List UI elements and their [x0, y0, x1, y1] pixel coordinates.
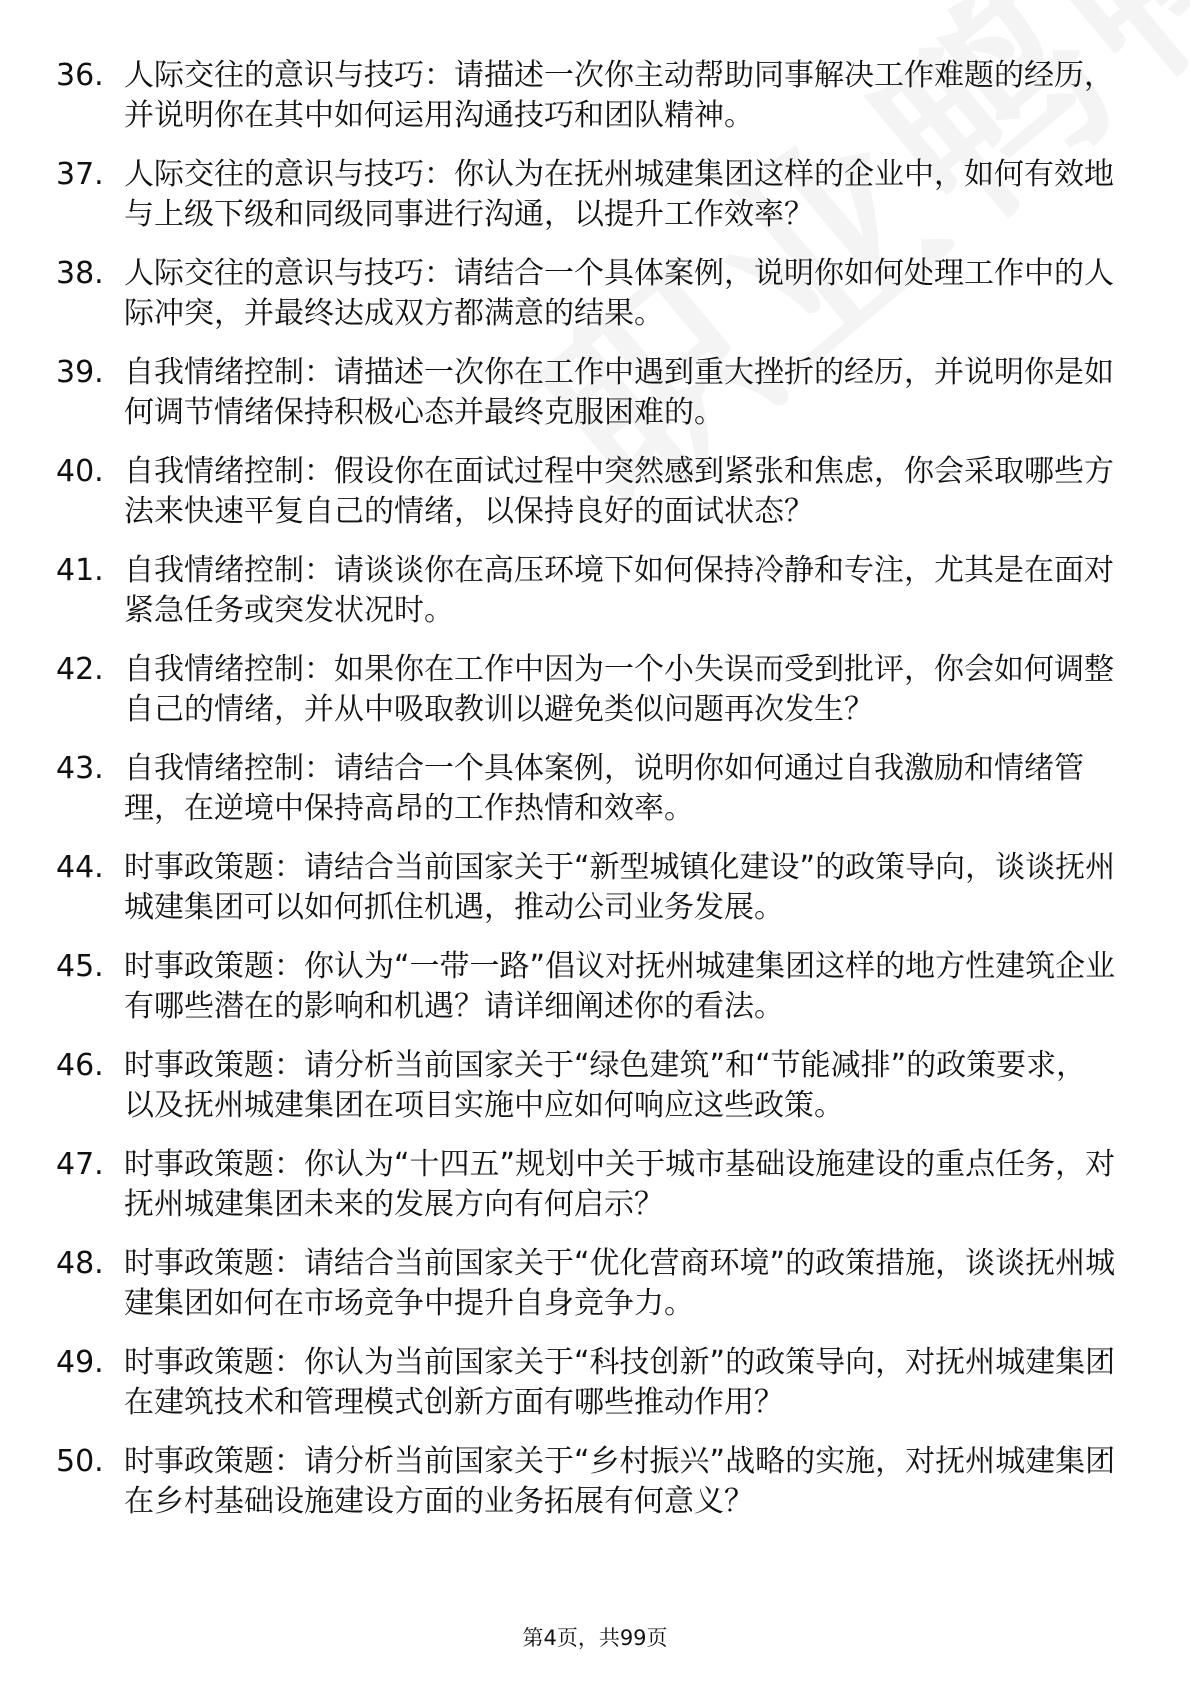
question-number: 47. — [56, 1147, 104, 1182]
question-item — [56, 353, 1116, 433]
question-text: 人际交往的意识与技巧：请描述一次你主动帮助同事解决工作难题的经历，并说明你在其中如何运用沟通技巧和团队精神。 — [124, 58, 1114, 133]
question-number: 50. — [56, 1444, 104, 1479]
question-item — [56, 452, 1116, 532]
question-item — [56, 650, 1116, 730]
question-text: 自我情绪控制：如果你在工作中因为一个小失误而受到批评，你会如何调整自己的情绪，并从中吸取教训以避免类似问题再次发生？ — [124, 652, 1114, 727]
question-number: 38. — [56, 256, 104, 291]
page-footer — [0, 1624, 1190, 1652]
question-text: 时事政策题：你认为“十四五”规划中关于城市基础设施建设的重点任务，对抚州城建集团未来的发展方向有何启示？ — [124, 1147, 1116, 1222]
question-text: 自我情绪控制：请描述一次你在工作中遇到重大挫折的经历，并说明你是如何调节情绪保持积极心态并最终克服困难的。 — [124, 355, 1114, 430]
question-item — [56, 551, 1116, 631]
question-number: 41. — [56, 553, 104, 588]
question-number: 36. — [56, 58, 104, 93]
question-number: 42. — [56, 652, 104, 687]
question-item — [56, 1145, 1116, 1225]
question-number: 44. — [56, 850, 104, 885]
question-text: 自我情绪控制：请结合一个具体案例，说明你如何通过自我激励和情绪管理，在逆境中保持高昂的工作热情和效率。 — [124, 751, 1084, 826]
question-item — [56, 947, 1116, 1027]
question-text: 时事政策题：你认为当前国家关于“科技创新”的政策导向，对抚州城建集团在建筑技术和管理模式创新方面有哪些推动作用？ — [124, 1345, 1116, 1420]
question-item — [56, 1244, 1116, 1324]
question-text: 自我情绪控制：假设你在面试过程中突然感到紧张和焦虑，你会采取哪些方法来快速平复自己的情绪，以保持良好的面试状态？ — [124, 454, 1114, 529]
question-number: 37. — [56, 157, 104, 192]
question-item — [56, 254, 1116, 334]
question-item — [56, 56, 1116, 136]
question-text: 时事政策题：你认为“一带一路”倡议对抚州城建集团这样的地方性建筑企业有哪些潜在的影响和机遇？请详细阐述你的看法。 — [124, 949, 1116, 1024]
question-text: 时事政策题：请分析当前国家关于“乡村振兴”战略的实施，对抚州城建集团在乡村基础设施建设方面的业务拓展有何意义？ — [124, 1444, 1116, 1519]
question-list — [56, 56, 1116, 1541]
question-number: 46. — [56, 1048, 104, 1083]
question-number: 45. — [56, 949, 104, 984]
question-text: 自我情绪控制：请谈谈你在高压环境下如何保持冷静和专注，尤其是在面对紧急任务或突发状况时。 — [124, 553, 1114, 628]
page-number-label: 第4页，共99页 — [522, 1626, 668, 1650]
question-item — [56, 1046, 1116, 1126]
question-text: 时事政策题：请结合当前国家关于“新型城镇化建设”的政策导向，谈谈抚州城建集团可以如何抓住机遇，推动公司业务发展。 — [124, 850, 1116, 925]
question-number: 43. — [56, 751, 104, 786]
question-number: 39. — [56, 355, 104, 390]
question-item — [56, 155, 1116, 235]
question-number: 40. — [56, 454, 104, 489]
question-item — [56, 749, 1116, 829]
question-number: 48. — [56, 1246, 104, 1281]
question-number: 49. — [56, 1345, 104, 1380]
question-text: 时事政策题：请结合当前国家关于“优化营商环境”的政策措施，谈谈抚州城建集团如何在市场竞争中提升自身竞争力。 — [124, 1246, 1116, 1321]
question-item — [56, 1343, 1116, 1423]
question-text: 人际交往的意识与技巧：请结合一个具体案例，说明你如何处理工作中的人际冲突，并最终达成双方都满意的结果。 — [124, 256, 1114, 331]
question-text: 时事政策题：请分析当前国家关于“绿色建筑”和“节能减排”的政策要求，以及抚州城建集团在项目实施中应如何响应这些政策。 — [124, 1048, 1087, 1123]
question-text: 人际交往的意识与技巧：你认为在抚州城建集团这样的企业中，如何有效地与上级下级和同级同事进行沟通，以提升工作效率？ — [124, 157, 1114, 232]
question-item — [56, 848, 1116, 928]
question-item — [56, 1442, 1116, 1522]
